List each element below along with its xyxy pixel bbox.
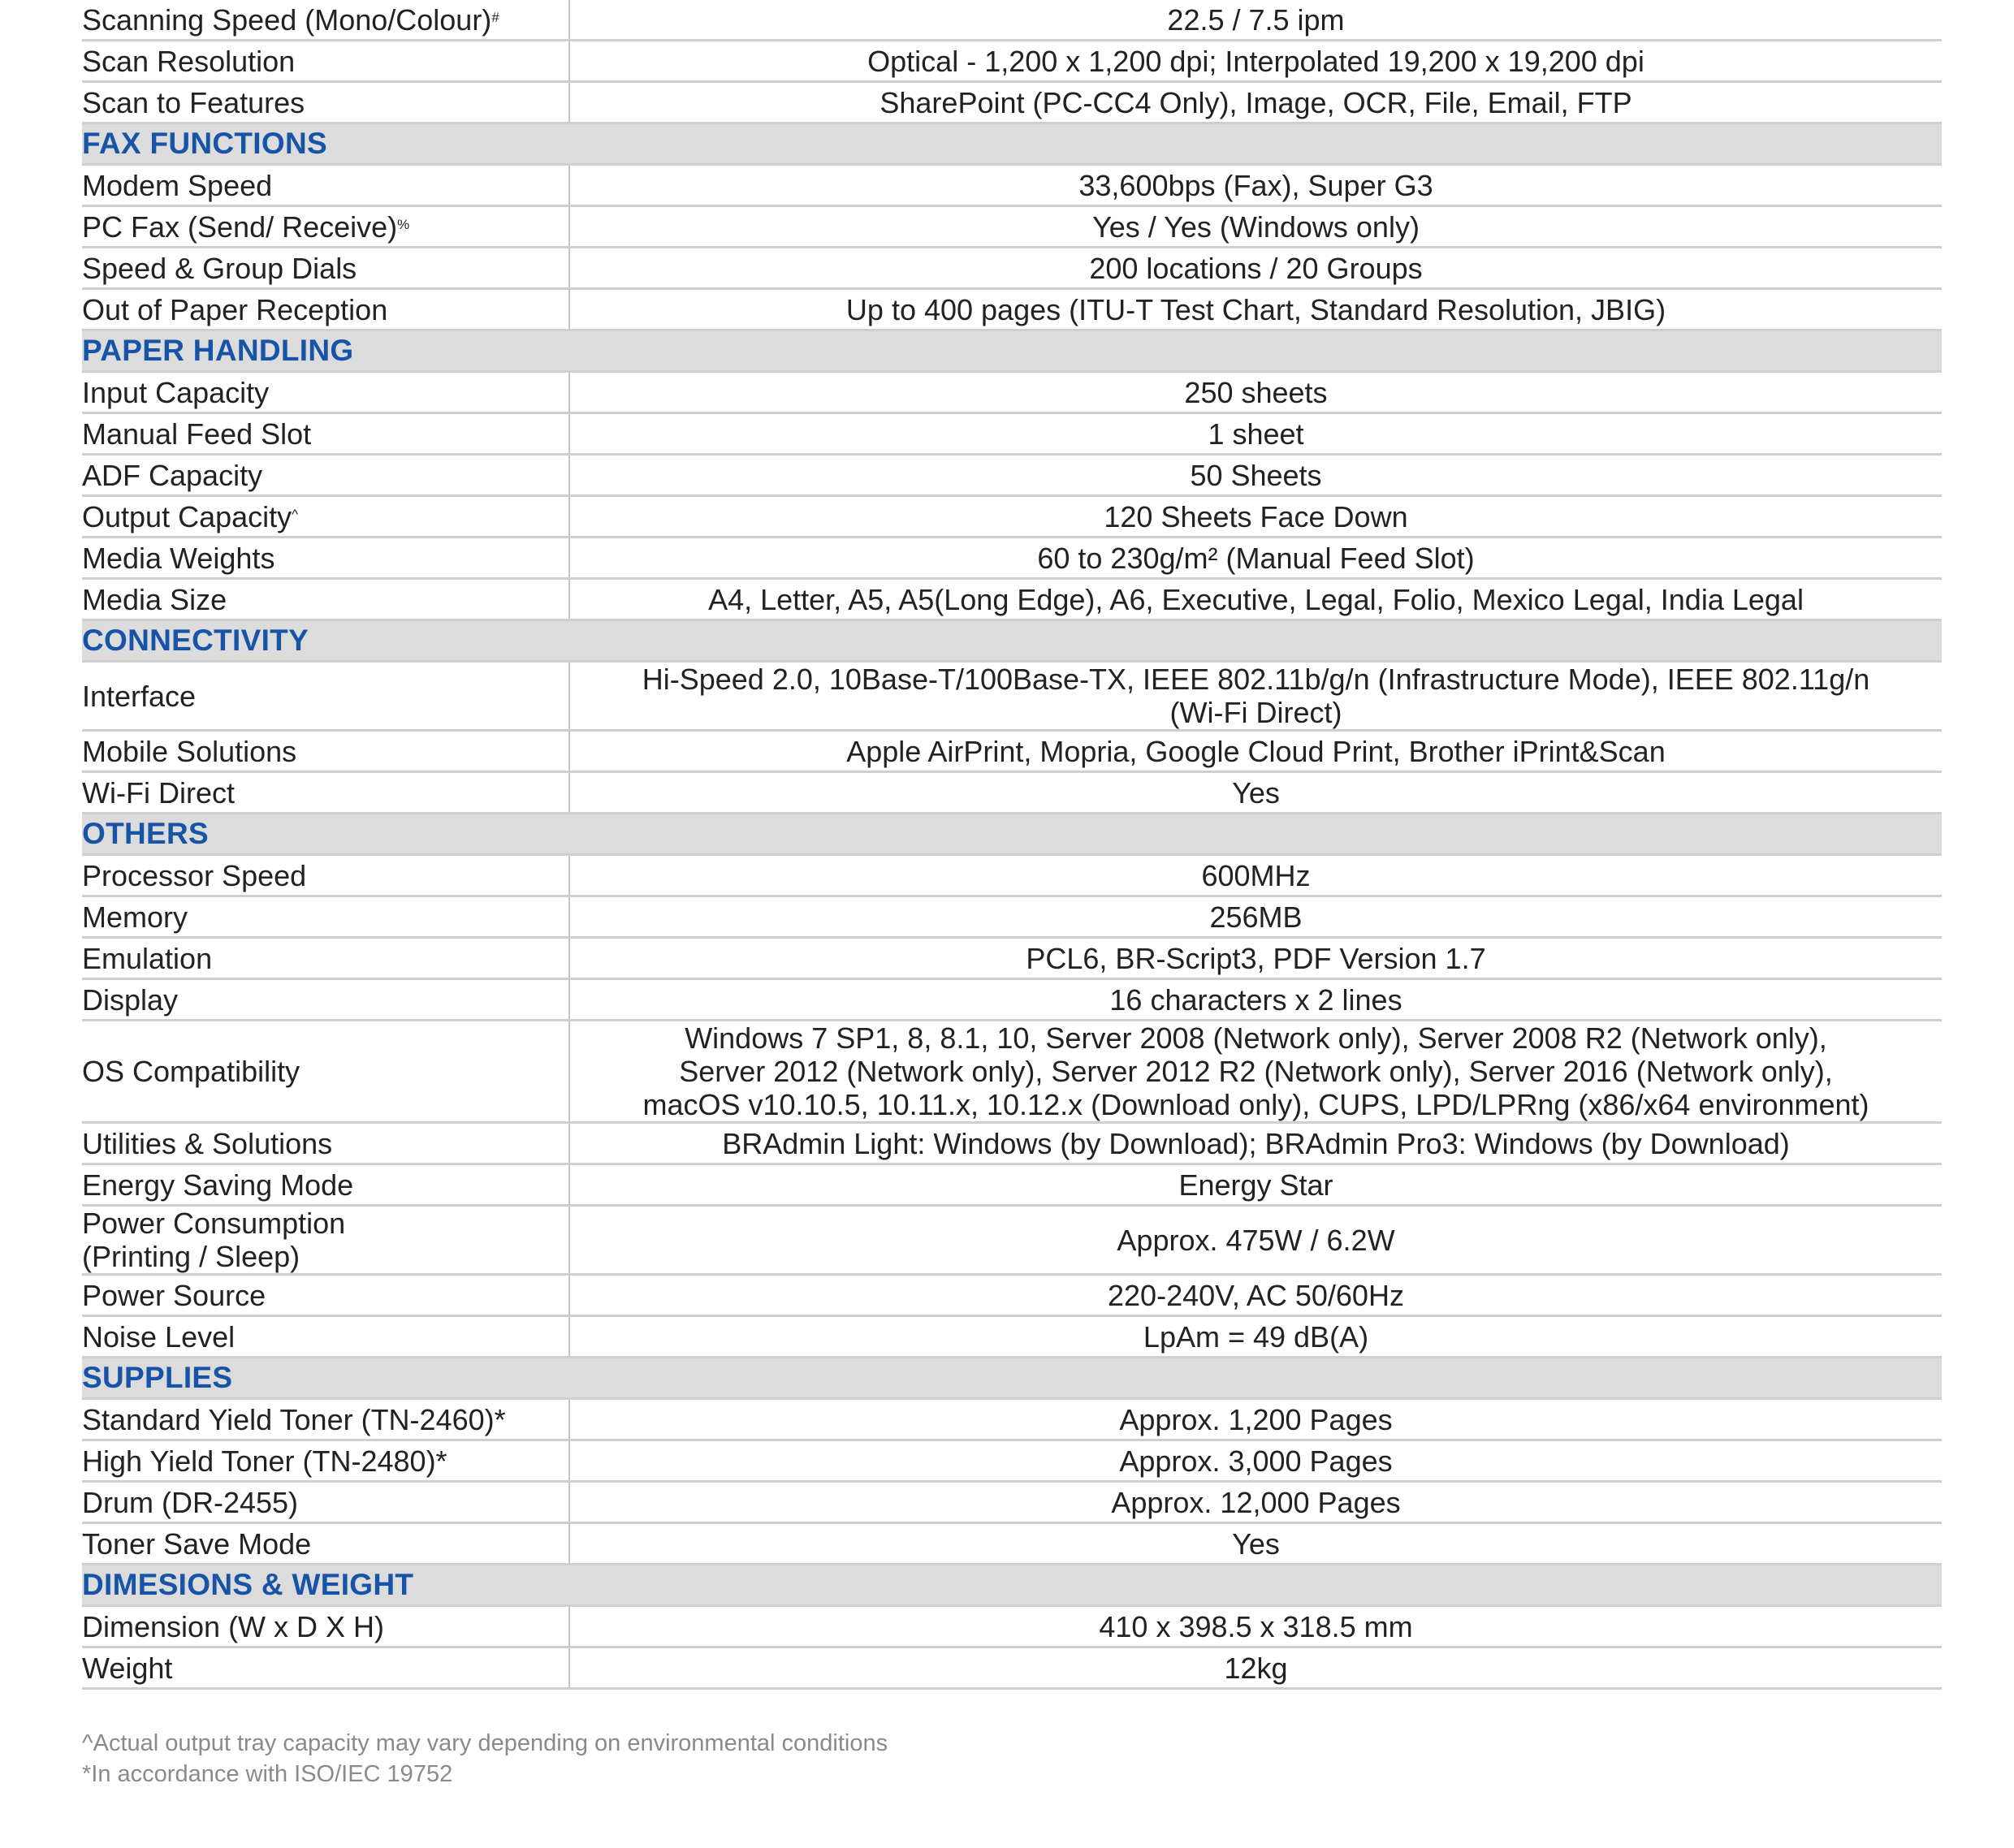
- footnote-mark: #: [491, 9, 499, 25]
- spec-value-text: 220-240V, AC 50/60Hz: [1108, 1278, 1404, 1312]
- spec-value: [569, 896, 1942, 938]
- spec-value: [569, 938, 1942, 979]
- spec-value-text: 1 sheet: [1208, 417, 1304, 451]
- spec-row: [82, 455, 1942, 496]
- spec-value: [569, 1123, 1942, 1164]
- spec-value: [569, 1206, 1942, 1275]
- spec-value-text: 50 Sheets: [1190, 458, 1322, 492]
- spec-row: [82, 1440, 1942, 1482]
- spec-label: [82, 1206, 569, 1275]
- spec-value: [569, 1164, 1942, 1206]
- spec-label-text: Memory: [82, 900, 188, 934]
- spec-row: [82, 1523, 1942, 1565]
- spec-value-text: BRAdmin Light: Windows (by Download); BRAdmin Pro3: Windows (by Download): [722, 1126, 1790, 1160]
- spec-table-body: [82, 0, 1942, 1689]
- spec-label: [82, 82, 569, 123]
- spec-label-line: Power Consumption: [82, 1207, 346, 1240]
- spec-label: [82, 1399, 569, 1440]
- spec-label: [82, 1440, 569, 1482]
- spec-value: [569, 165, 1942, 206]
- spec-label: [82, 206, 569, 248]
- spec-value-text: 60 to 230g/m² (Manual Feed Slot): [1037, 541, 1475, 575]
- spec-value-text: Yes / Yes (Windows only): [1092, 209, 1420, 244]
- spec-label-text: Scan Resolution: [82, 44, 296, 78]
- spec-value: [569, 1021, 1942, 1123]
- spec-row: [82, 248, 1942, 289]
- spec-label: [82, 289, 569, 330]
- spec-label: [82, 1606, 569, 1647]
- spec-value: [569, 413, 1942, 455]
- section-header-paper-handling: [82, 330, 1942, 372]
- spec-row: [82, 1482, 1942, 1523]
- spec-label: [82, 372, 569, 413]
- spec-label-text: Speed & Group Dials: [82, 251, 357, 285]
- spec-value: [569, 496, 1942, 538]
- footnote-mark: %: [397, 216, 410, 232]
- spec-value-text: Energy Star: [1178, 1168, 1333, 1202]
- section-header-others: [82, 814, 1942, 855]
- spec-label-text: Display: [82, 982, 179, 1017]
- spec-value: [569, 1316, 1942, 1358]
- spec-value: [569, 1482, 1942, 1523]
- spec-value-text: 22.5 / 7.5 ipm: [1167, 2, 1345, 37]
- spec-label: [82, 579, 569, 620]
- spec-label: [82, 1275, 569, 1316]
- spec-value-text: 256MB: [1209, 900, 1303, 934]
- spec-row: [82, 772, 1942, 814]
- spec-label-text: Scan to Features: [82, 85, 305, 119]
- spec-row: [82, 1399, 1942, 1440]
- spec-value-text: Approx. 475W / 6.2W: [1117, 1223, 1395, 1257]
- spec-row: [82, 979, 1942, 1021]
- spec-value-line: Server 2012 (Network only), Server 2012 R2 (Network only), Server 2016 (Network only),: [679, 1055, 1833, 1088]
- spec-value: [569, 1399, 1942, 1440]
- spec-value: [569, 772, 1942, 814]
- section-header-dimesions-weight: [82, 1565, 1942, 1606]
- section-header-fax-functions: [82, 123, 1942, 165]
- spec-label-text: Utilities & Solutions: [82, 1126, 333, 1160]
- spec-value-line: (Wi-Fi Direct): [1169, 696, 1342, 729]
- spec-value: [569, 855, 1942, 896]
- section-title: DIMESIONS & WEIGHT: [82, 1565, 1942, 1606]
- spec-label-text: Standard Yield Toner (TN-2460)*: [82, 1402, 506, 1436]
- spec-label: [82, 1164, 569, 1206]
- spec-row: [82, 0, 1942, 41]
- spec-value: [569, 1523, 1942, 1565]
- spec-label: [82, 1021, 569, 1123]
- spec-label: [82, 455, 569, 496]
- section-title: CONNECTIVITY: [82, 620, 1942, 662]
- spec-value-text: 600MHz: [1201, 858, 1311, 892]
- spec-value-text: SharePoint (PC-CC4 Only), Image, OCR, File, Email, FTP: [880, 85, 1632, 119]
- spec-value-text: Approx. 12,000 Pages: [1111, 1485, 1401, 1519]
- spec-value-text: PCL6, BR-Script3, PDF Version 1.7: [1026, 941, 1486, 975]
- spec-row: [82, 731, 1942, 772]
- spec-value-text: Approx. 3,000 Pages: [1119, 1444, 1393, 1478]
- spec-value: [569, 1647, 1942, 1689]
- spec-label-text: Interface: [82, 679, 197, 713]
- section-title: PAPER HANDLING: [82, 330, 1942, 372]
- spec-value: [569, 206, 1942, 248]
- footnotes: [82, 1728, 888, 1790]
- spec-row: [82, 896, 1942, 938]
- spec-label-text: OS Compatibility: [82, 1055, 300, 1088]
- footnote-output-capacity: ^Actual output tray capacity may vary depending on environmental conditions: [82, 1730, 888, 1756]
- spec-label-text: Weight: [82, 1651, 173, 1685]
- spec-value: [569, 1275, 1942, 1316]
- section-title: OTHERS: [82, 814, 1942, 855]
- spec-label-text: Output Capacity: [82, 499, 292, 533]
- spec-value-text: 120 Sheets Face Down: [1104, 499, 1408, 533]
- spec-label: [82, 938, 569, 979]
- spec-value: [569, 1440, 1942, 1482]
- spec-label: [82, 1482, 569, 1523]
- spec-value: [569, 248, 1942, 289]
- spec-value: [569, 372, 1942, 413]
- spec-value-text: LpAm = 49 dB(A): [1143, 1319, 1369, 1354]
- spec-row: [82, 1647, 1942, 1689]
- spec-value-text: 410 x 398.5 x 318.5 mm: [1099, 1609, 1413, 1643]
- spec-value: [569, 731, 1942, 772]
- spec-label: [82, 662, 569, 731]
- spec-label: [82, 165, 569, 206]
- spec-value-text: Apple AirPrint, Mopria, Google Cloud Print, Brother iPrint&Scan: [846, 734, 1666, 768]
- spec-label-text: Out of Paper Reception: [82, 292, 388, 326]
- spec-value-text: Optical - 1,200 x 1,200 dpi; Interpolated 19,200 x 19,200 dpi: [867, 44, 1644, 78]
- spec-row: [82, 206, 1942, 248]
- spec-label: [82, 731, 569, 772]
- spec-label-text: Processor Speed: [82, 858, 307, 892]
- spec-row: [82, 1606, 1942, 1647]
- spec-label-text: Mobile Solutions: [82, 734, 297, 768]
- spec-value-text: 250 sheets: [1184, 375, 1328, 409]
- spec-row: [82, 165, 1942, 206]
- spec-value: [569, 1606, 1942, 1647]
- spec-row: [82, 538, 1942, 579]
- spec-label: [82, 248, 569, 289]
- spec-label-text: Input Capacity: [82, 375, 270, 409]
- spec-label: [82, 1316, 569, 1358]
- spec-value: [569, 579, 1942, 620]
- spec-label-text: Scanning Speed (Mono/Colour): [82, 2, 492, 37]
- section-header-connectivity: [82, 620, 1942, 662]
- spec-label-text: Power Source: [82, 1278, 266, 1312]
- spec-label: [82, 496, 569, 538]
- spec-label-text: Modem Speed: [82, 168, 273, 202]
- spec-value: [569, 41, 1942, 82]
- spec-label: [82, 538, 569, 579]
- spec-value-text: Yes: [1232, 775, 1280, 810]
- spec-value-text: A4, Letter, A5, A5(Long Edge), A6, Executive, Legal, Folio, Mexico Legal, India Legal: [708, 582, 1804, 616]
- spec-value-line: macOS v10.10.5, 10.11.x, 10.12.x (Download only), CUPS, LPD/LPRng (x86/x64 environment): [642, 1088, 1869, 1121]
- footnote-iso: *In accordance with ISO/IEC 19752: [82, 1761, 453, 1787]
- spec-label-text: Emulation: [82, 941, 213, 975]
- spec-label: [82, 979, 569, 1021]
- spec-value-line: Hi-Speed 2.0, 10Base-T/100Base-TX, IEEE 802.11b/g/n (Infrastructure Mode), IEEE 802.11g/n: [642, 663, 1870, 696]
- spec-label-text: Manual Feed Slot: [82, 417, 312, 451]
- section-title: FAX FUNCTIONS: [82, 123, 1942, 165]
- spec-label-text: High Yield Toner (TN-2480)*: [82, 1444, 447, 1478]
- spec-label-text: Drum (DR-2455): [82, 1485, 299, 1519]
- spec-row: [82, 82, 1942, 123]
- spec-label: [82, 413, 569, 455]
- spec-value-text: 33,600bps (Fax), Super G3: [1078, 168, 1433, 202]
- spec-label-line: (Printing / Sleep): [82, 1240, 300, 1273]
- spec-row: [82, 938, 1942, 979]
- footnote-mark: ^: [292, 506, 299, 522]
- spec-value-text: Approx. 1,200 Pages: [1119, 1402, 1393, 1436]
- section-title: SUPPLIES: [82, 1358, 1942, 1399]
- spec-label-text: Media Weights: [82, 541, 275, 575]
- spec-value: [569, 979, 1942, 1021]
- spec-label-text: Energy Saving Mode: [82, 1168, 354, 1202]
- spec-label-text: Dimension (W x D X H): [82, 1609, 385, 1643]
- spec-row: [82, 855, 1942, 896]
- spec-value-text: Yes: [1232, 1526, 1280, 1561]
- spec-label: [82, 772, 569, 814]
- spec-value: [569, 82, 1942, 123]
- spec-row: [82, 1123, 1942, 1164]
- spec-row: [82, 1275, 1942, 1316]
- spec-table: [82, 0, 1942, 1690]
- spec-row: [82, 289, 1942, 330]
- spec-row: [82, 1316, 1942, 1358]
- spec-value: [569, 538, 1942, 579]
- spec-row: [82, 413, 1942, 455]
- section-header-supplies: [82, 1358, 1942, 1399]
- spec-label: [82, 1523, 569, 1565]
- spec-label-text: Toner Save Mode: [82, 1526, 312, 1561]
- spec-value: [569, 0, 1942, 41]
- spec-row: [82, 579, 1942, 620]
- spec-label-text: Wi-Fi Direct: [82, 775, 235, 810]
- spec-value-line: Windows 7 SP1, 8, 8.1, 10, Server 2008 (Network only), Server 2008 R2 (Network only),: [685, 1021, 1827, 1055]
- spec-value-text: Up to 400 pages (ITU-T Test Chart, Standard Resolution, JBIG): [845, 292, 1666, 326]
- spec-row: [82, 41, 1942, 82]
- spec-value: [569, 289, 1942, 330]
- spec-row: [82, 662, 1942, 731]
- spec-value: [569, 662, 1942, 731]
- spec-value-text: 12kg: [1224, 1651, 1288, 1685]
- spec-value-text: 16 characters x 2 lines: [1109, 982, 1402, 1017]
- spec-label-text: Media Size: [82, 582, 227, 616]
- spec-row: [82, 1021, 1942, 1123]
- spec-row: [82, 496, 1942, 538]
- spec-value: [569, 455, 1942, 496]
- spec-label: [82, 1647, 569, 1689]
- spec-label-text: Noise Level: [82, 1319, 236, 1354]
- spec-label-text: PC Fax (Send/ Receive): [82, 209, 398, 244]
- spec-label: [82, 896, 569, 938]
- spec-row: [82, 1164, 1942, 1206]
- spec-label: [82, 855, 569, 896]
- spec-label: [82, 0, 569, 41]
- spec-label: [82, 41, 569, 82]
- spec-label-text: ADF Capacity: [82, 458, 263, 492]
- spec-label: [82, 1123, 569, 1164]
- spec-value-text: 200 locations / 20 Groups: [1089, 251, 1423, 285]
- spec-row: [82, 1206, 1942, 1275]
- spec-row: [82, 372, 1942, 413]
